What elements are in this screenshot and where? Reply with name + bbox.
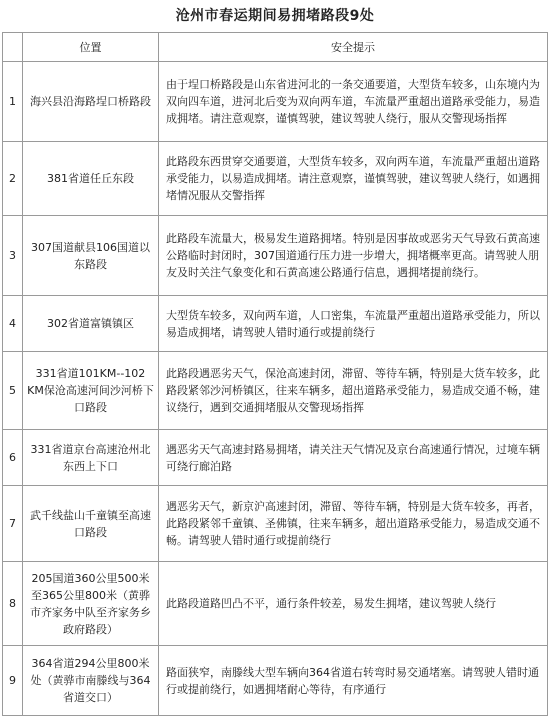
row-number: 8	[3, 562, 23, 646]
table-row	[3, 62, 548, 142]
header-tip: 安全提示	[159, 33, 548, 62]
row-location: 331省道101KM--102 KM保沧高速河间沙河桥下口路段	[23, 352, 159, 430]
row-number: 5	[3, 352, 23, 430]
row-number: 6	[3, 430, 23, 486]
row-number: 3	[3, 216, 23, 296]
header-number	[3, 33, 23, 62]
row-tip: 此路段车流量大，极易发生道路拥堵。特别是因事故或恶劣天气导致石黄高速公路临时封闭时，307国道通行压力进一步增大，拥堵概率更高。请驾驶人朋友及时关注气象变化和石黄高速公路通行信息，遇拥堵提前绕行。	[159, 216, 548, 296]
table-row	[3, 352, 548, 430]
row-location: 302省道富镇镇区	[23, 296, 159, 352]
row-location: 武千线盐山千童镇至高速口路段	[23, 486, 159, 562]
row-tip: 路面狭窄，南滕线大型车辆向364省道右转弯时易交通堵塞。请驾驶人错时通行或提前绕行，如遇拥堵耐心等待，有序通行	[159, 646, 548, 716]
row-tip: 遇恶劣天气，新京沪高速封闭，滞留、等待车辆，特别是大货车较多，再者，此路段紧邻千童镇、圣佛镇，往来车辆多，超出道路承受能力，易造成交通不畅。请驾驶人错时通行或提前绕行	[159, 486, 548, 562]
row-location: 364省道294公里800米处（黄骅市南滕线与364省道交口）	[23, 646, 159, 716]
row-number: 2	[3, 142, 23, 216]
row-tip: 此路段东西贯穿交通要道，大型货车较多，双向两车道，车流量严重超出道路承受能力，以易造成拥堵。请注意观察，谨慎驾驶，建议驾驶人绕行，如遇拥堵情况服从交警指挥	[159, 142, 548, 216]
row-tip: 遇恶劣天气高速封路易拥堵，请关注天气情况及京台高速通行情况，过境车辆可绕行廊泊路	[159, 430, 548, 486]
table-row	[3, 296, 548, 352]
road-table	[2, 32, 548, 716]
row-number: 1	[3, 62, 23, 142]
table-row	[3, 562, 548, 646]
header-location: 位置	[23, 33, 159, 62]
row-location: 205国道360公里500米至365公里800米（黄骅市齐家务中队至齐家务乡政府路段）	[23, 562, 159, 646]
row-location: 海兴县沿海路埕口桥路段	[23, 62, 159, 142]
row-tip: 此路段道路凹凸不平，通行条件较差，易发生拥堵，建议驾驶人绕行	[159, 562, 548, 646]
row-location: 331省道京台高速沧州北东西上下口	[23, 430, 159, 486]
row-location: 307国道献县106国道以东路段	[23, 216, 159, 296]
table-row	[3, 646, 548, 716]
row-location: 381省道任丘东段	[23, 142, 159, 216]
row-number: 4	[3, 296, 23, 352]
table-row	[3, 216, 548, 296]
row-number: 9	[3, 646, 23, 716]
table-header-row	[3, 33, 548, 62]
row-tip: 由于埕口桥路段是山东省进河北的一条交通要道，大型货车较多，山东境内为双向四车道，进河北后变为双向两车道，车流量严重超出道路承受能力，易造成拥堵。请注意观察，谨慎驾驶，建议驾驶人绕行，服从交警现场指挥	[159, 62, 548, 142]
table-row	[3, 486, 548, 562]
row-number: 7	[3, 486, 23, 562]
row-tip: 大型货车较多，双向两车道，人口密集，车流量严重超出道路承受能力，所以易造成拥堵，请驾驶人错时通行或提前绕行	[159, 296, 548, 352]
table-row	[3, 430, 548, 486]
page-title: 沧州市春运期间易拥堵路段9处	[175, 8, 375, 24]
row-tip: 此路段遇恶劣天气，保沧高速封闭，滞留、等待车辆，特别是大货车较多，此路段紧邻沙河桥镇区，往来车辆多，超出道路承受能力，易造成交通不畅，建议绕行，遇到交通拥堵服从交警现场指挥	[159, 352, 548, 430]
table-row	[3, 142, 548, 216]
